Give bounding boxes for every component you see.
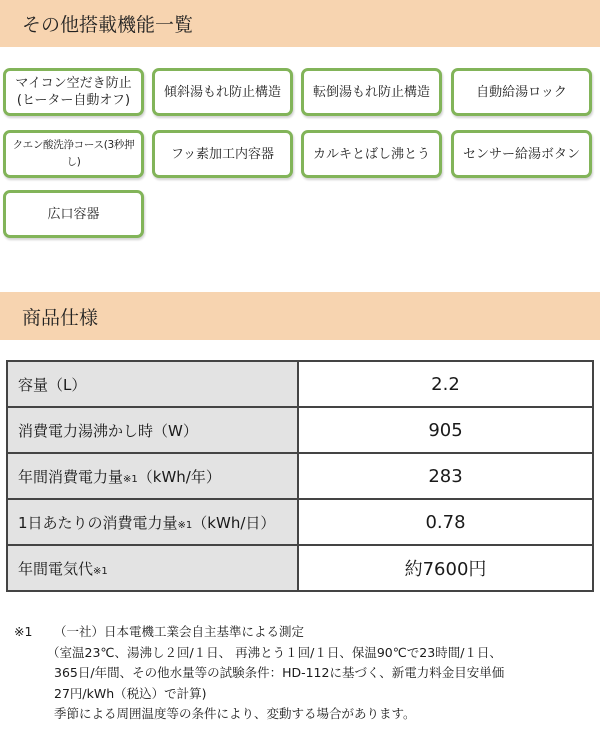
feature-chip-fluorine-coated-container: フッ素加工内容器 xyxy=(152,130,293,178)
spec-label: 消費電力湯沸かし時（W） xyxy=(7,407,298,453)
specs-section-header xyxy=(0,292,600,340)
features-section-title: その他搭載機能一覧 xyxy=(22,14,194,36)
footnote-mark: ※1 xyxy=(93,565,108,577)
spec-row-annual-cost xyxy=(7,545,593,591)
spec-row-daily-energy xyxy=(7,499,593,545)
footnote-body xyxy=(14,643,594,725)
feature-chip-chlorine-removal-boil: カルキとばし沸とう xyxy=(301,130,442,178)
feature-chip-tilt-leak-prevention: 傾斜湯もれ防止構造 xyxy=(152,68,293,116)
feature-chip-tip-over-leak-prevention: 転倒湯もれ防止構造 xyxy=(301,68,442,116)
footnote-mark: ※1 xyxy=(123,473,138,485)
feature-chip-auto-dispense-lock: 自動給湯ロック xyxy=(451,68,592,116)
spec-label: 年間消費電力量※1（kWh/年） xyxy=(7,453,298,499)
feature-chip-dry-heat-prevention: マイコン空だき防止 (ヒーター自動オフ) xyxy=(3,68,144,116)
footnote-line: 27円/kWh（税込）で計算) xyxy=(54,685,207,701)
footnote-line: 季節による周囲温度等の条件により、変動する場合があります。 xyxy=(54,706,416,721)
spec-value: 905 xyxy=(298,407,593,453)
spec-row-boil-power xyxy=(7,407,593,453)
spec-value: 約7600円 xyxy=(298,545,593,591)
footnote-heading: （一社）日本電機工業会自主基準による測定 xyxy=(54,624,305,639)
feature-chip-citric-acid-cleaning: クエン酸洗浄コース(3秒押し) xyxy=(3,130,144,178)
spec-label: 年間電気代※1 xyxy=(7,545,298,591)
footnote-line: （室温23℃、湯沸し２回/１日、 再沸とう１回/１日、保温90℃で23時間/１日、 xyxy=(47,644,502,660)
feature-chip-sensor-dispense-button: センサー給湯ボタン xyxy=(451,130,592,178)
feature-chip-wide-mouth-container: 広口容器 xyxy=(3,190,144,238)
spec-value: 283 xyxy=(298,453,593,499)
spec-table xyxy=(6,360,594,592)
footnote xyxy=(14,622,594,725)
footnote-mark: ※1 xyxy=(14,624,33,639)
spec-value: 2.2 xyxy=(298,361,593,407)
spec-row-annual-energy xyxy=(7,453,593,499)
footnote-mark: ※1 xyxy=(177,519,193,531)
features-section-header xyxy=(0,0,600,47)
spec-label: 容量（L） xyxy=(7,361,298,407)
spec-label: 1日あたりの消費電力量※1（kWh/日） xyxy=(7,499,298,545)
spec-row-capacity xyxy=(7,361,593,407)
spec-value: 0.78 xyxy=(298,499,593,545)
specs-section-title: 商品仕様 xyxy=(22,306,99,329)
footnote-line: 365日/年間、その他水量等の試験条件：HD-112に基づく、新電力料金目安単価 xyxy=(54,665,505,680)
